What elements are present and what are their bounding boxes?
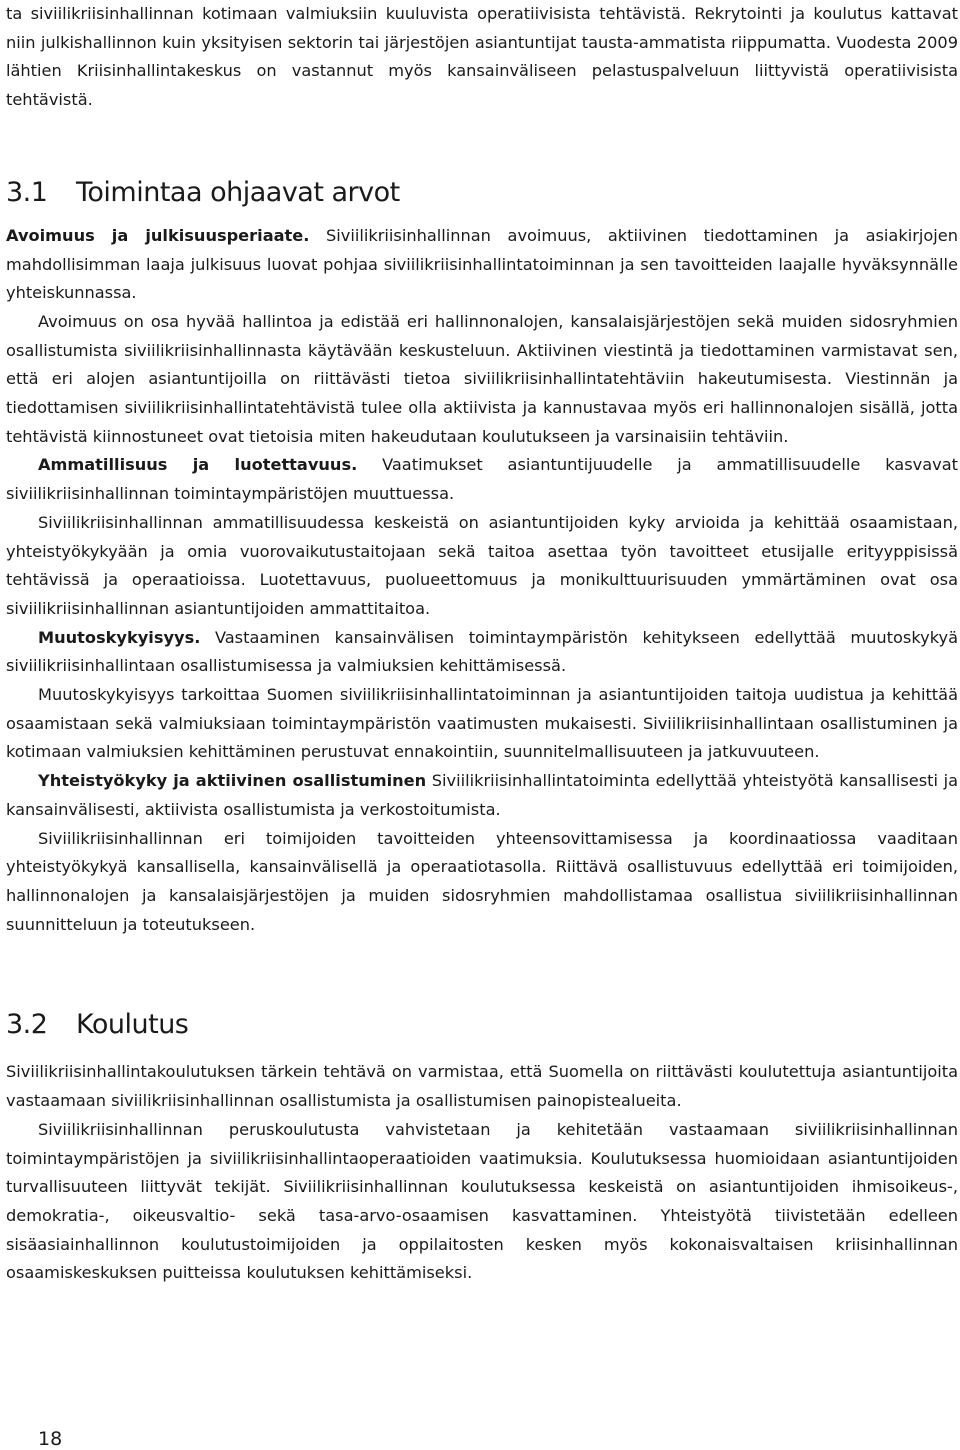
paragraph-text: Vaatimukset asiantuntijuudelle ja ammatillisuudelle kasvavat siviilikriisinhallinnan toimintaympäristöjen muuttuessa. — [6, 455, 958, 504]
section-heading-3-1 — [6, 177, 958, 208]
paragraph-muutoskykyisyys-2: Muutoskykyisyys tarkoittaa Suomen siviilikriisinhallintatoiminnan ja asiantuntijoiden taitoja uudistua ja kehittää osaamistaan sekä valmiuksiaan toimintaympäristön vaatimusten mukaisesti. Siviilikriisinhallintaan osallistuminen ja kotimaan valmiuksien kehittäminen perustuvat ennakointiin, suunnitelmallisuuteen ja jatkuvuuteen. — [6, 685, 958, 762]
section-heading-3-2 — [6, 1009, 958, 1040]
section-title: Koulutus — [76, 1009, 189, 1041]
paragraph-text: Vastaaminen kansainvälisen toimintaympäristön kehitykseen edellyttää muutoskykyä siviilikriisinhallintaan osallistumisessa ja valmiuksien kehittämisessä. — [6, 627, 958, 676]
page-number: 18 — [38, 1428, 63, 1450]
intro-paragraph: ta siviilikriisinhallinnan kotimaan valmiuksiin kuuluvista operatiivisista tehtävistä. Rekrytointi ja koulutus kattavat niin julkishallinnon kuin yksityisen sektorin tai järjestöjen asiantuntijat tausta-ammatista riippumatta. Vuodesta 2009 lähtien Kriisinhallintakeskus on vastannut myös kansainväliseen pelastuspalveluun liittyvistä operatiivisista tehtävistä. — [6, 4, 958, 110]
section-number: 3.2 — [6, 1009, 48, 1041]
paragraph-heading: Ammatillisuus ja luotettavuus. — [38, 455, 358, 475]
paragraph-text: Siviilikriisinhallintatoiminta edellyttää yhteistyötä kansallisesti ja kansainvälisesti, aktiivista osallistumista ja verkostoitumista. — [6, 771, 958, 819]
section-number: 3.1 — [6, 176, 48, 208]
paragraph-yhteistyokyky-2: Siviilikriisinhallinnan eri toimijoiden tavoitteiden yhteensovittamisessa ja koordinaatiossa vaaditaan yhteistyökykyä kansallisella, kansainvälisellä ja operaatiotasolla. Riittävä osallistuvuus edellyttää eri toimijoiden, hallinnonalojen ja kansalaisjärjestöjen ja muiden sidosryhmien mahdollistamaa osallistua siviilikriisinhallinnan suunnitteluun ja toteutukseen. — [6, 828, 958, 934]
paragraph-ammatillisuus — [6, 451, 958, 508]
paragraph-yhteistyokyky — [6, 767, 958, 824]
paragraph-text: Siviilikriisinhallinnan avoimuus, aktiivinen tiedottaminen ja asiakirjojen mahdollisimman laaja julkisuus luovat pohjaa siviilikriisinhallintatoiminnan ja sen tavoitteiden laajalle hyväksynnälle yhteiskunnassa. — [6, 225, 958, 303]
paragraph-koulutus-1: Siviilikriisinhallintakoulutuksen tärkein tehtävä on varmistaa, että Suomella on riittävästi koulutettuja asiantuntijoita vastaamaan siviilikriisinhallinnan osallistumista ja osallistumisen painopistealueita. — [6, 1062, 958, 1111]
paragraph-heading: Yhteistyökyky ja aktiivinen osallistuminen — [38, 771, 427, 791]
document-page — [6, 0, 958, 1288]
paragraph-ammatillisuus-2: Siviilikriisinhallinnan ammatillisuudessa keskeistä on asiantuntijoiden kyky arvioida ja kehittää osaamistaan, yhteistyökykyään ja omia vuorovaikutustaitojaan sekä taitoa asettaa työn tavoitteet etusijalle erityyppisissä tehtävissä ja operaatioissa. Luotettavuus, puolueettomuus ja monikulttuurisuuden ymmärtäminen ovat osa siviilikriisinhallinnan asiantuntijoiden ammattitaitoa. — [6, 512, 958, 618]
paragraph-koulutus-2: Siviilikriisinhallinnan peruskoulutusta vahvistetaan ja kehitetään vastaamaan siviilikriisinhallinnan toimintaympäristöjen ja siviilikriisinhallintaoperaatioiden vaatimuksia. Koulutuksessa huomioidaan asiantuntijoiden turvallisuuteen liittyvät tekijät. Siviilikriisinhallinnan koulutuksessa keskeistä on asiantuntijoiden ihmisoikeus-, demokratia-, oikeusvaltio- sekä tasa-arvo-osaamisen kasvattaminen. Yhteistyötä tiivistetään edelleen sisäasiainhallinnon koulutustoimijoiden ja oppilaitosten kesken myös kokonaisvaltaisen kriisinhallinnan osaamiskeskuksen puitteissa koulutuksen kehittämiseksi. — [6, 1119, 958, 1283]
paragraph-avoimuus — [6, 222, 958, 308]
paragraph-heading: Avoimuus ja julkisuusperiaate. — [6, 225, 310, 245]
paragraph-heading: Muutoskykyisyys. — [38, 627, 201, 647]
section-title: Toimintaa ohjaavat arvot — [76, 176, 400, 208]
paragraph-muutoskykyisyys — [6, 624, 958, 681]
paragraph-avoimuus-2: Avoimuus on osa hyvää hallintoa ja edistää eri hallinnonalojen, kansalaisjärjestöjen sekä muiden sidosryhmien osallistumista siviilikriisinhallinnasta käytävään keskusteluun. Aktiivinen viestintä ja tiedottaminen varmistavat sen, että eri alojen asiantuntijoilla on riittävästi tietoa siviilikriisinhallintatehtäviin hakeutumisesta. Viestinnän ja tiedottamisen siviilikriisinhallintatehtävistä tulee olla aktiivista ja kannustavaa myös eri hallinnonalojen sisällä, jotta tehtävistä kiinnostuneet ovat tietoisia miten hakeudutaan koulutukseen ja varsinaisiin tehtäviin. — [6, 311, 958, 446]
